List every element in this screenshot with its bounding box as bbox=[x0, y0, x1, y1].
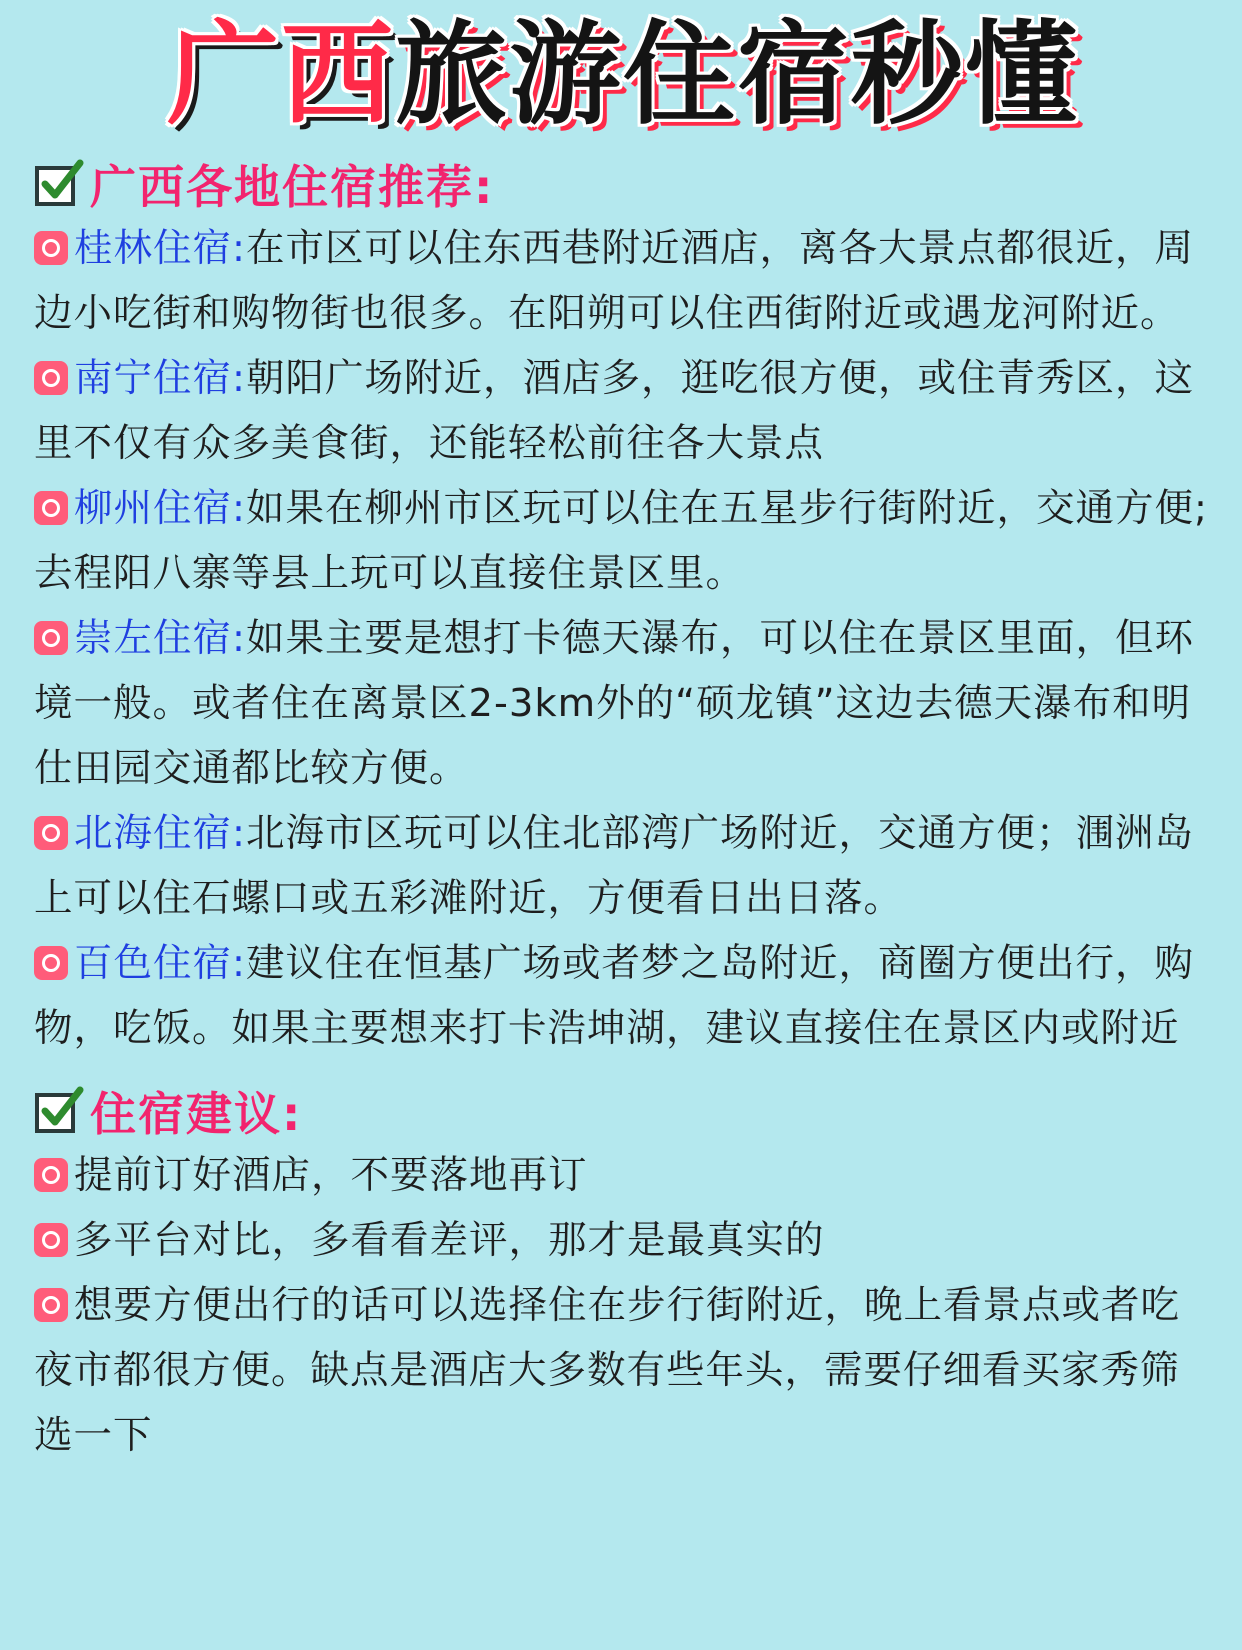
pink-circle-bullet-icon bbox=[34, 361, 68, 395]
pink-circle-bullet-icon bbox=[34, 946, 68, 980]
page-title bbox=[34, 0, 1212, 148]
city-label: 南宁住宿: bbox=[74, 356, 246, 401]
list-item bbox=[34, 216, 1212, 346]
item-text: 朝阳广场附近，酒店多，逛吃很方便，或住青秀区，这里不仅有众多美食街，还能轻松前往各大景点 bbox=[34, 356, 1194, 466]
item-text: 提前订好酒店，不要落地再订 bbox=[74, 1153, 588, 1198]
list-item bbox=[34, 1208, 1212, 1273]
section-heading-tips bbox=[34, 1079, 1212, 1143]
city-label: 北海住宿: bbox=[74, 811, 246, 856]
list-item bbox=[34, 931, 1212, 1061]
pink-circle-bullet-icon bbox=[34, 1288, 68, 1322]
item-text: 建议住在恒基广场或者梦之岛附近，商圈方便出行，购物，吃饭。如果主要想来打卡浩坤湖，建议直接住在景区内或附近 bbox=[34, 941, 1194, 1051]
pink-circle-bullet-icon bbox=[34, 1158, 68, 1192]
list-item bbox=[34, 1143, 1212, 1208]
list-item bbox=[34, 476, 1212, 606]
item-text: 多平台对比，多看看差评，那才是最真实的 bbox=[74, 1218, 825, 1263]
item-text: 如果主要是想打卡德天瀑布，可以住在景区里面，但环境一般。或者住在离景区2-3km外的“硕龙镇”这边去德天瀑布和明仕田园交通都比较方便。 bbox=[34, 616, 1194, 791]
item-text: 北海市区玩可以住北部湾广场附近，交通方便；涠洲岛上可以住石螺口或五彩滩附近，方便看日出日落。 bbox=[34, 811, 1194, 921]
city-label: 百色住宿: bbox=[74, 941, 246, 986]
pink-circle-bullet-icon bbox=[34, 491, 68, 525]
pink-circle-bullet-icon bbox=[34, 621, 68, 655]
item-text: 如果在柳州市区玩可以住在五星步行街附近，交通方便;去程阳八寨等县上玩可以直接住景区里。 bbox=[34, 486, 1208, 596]
checkbox-check-icon bbox=[34, 1086, 84, 1136]
section-heading-recommendations bbox=[34, 152, 1212, 216]
checkbox-check-icon bbox=[34, 159, 84, 209]
list-item bbox=[34, 346, 1212, 476]
list-item bbox=[34, 606, 1212, 801]
city-label: 柳州住宿: bbox=[74, 486, 246, 531]
pink-circle-bullet-icon bbox=[34, 816, 68, 850]
title-red-part: 广西 bbox=[167, 10, 395, 140]
section-title: 住宿建议: bbox=[90, 1087, 303, 1141]
item-text: 想要方便出行的话可以选择住在步行街附近，晚上看景点或者吃夜市都很方便。缺点是酒店大多数有些年头，需要仔细看买家秀筛选一下 bbox=[34, 1283, 1181, 1458]
item-text: 在市区可以住东西巷附近酒店，离各大景点都很近，周边小吃街和购物街也很多。在阳朔可以住西街附近或遇龙河附近。 bbox=[34, 226, 1194, 336]
list-item bbox=[34, 1273, 1212, 1468]
pink-circle-bullet-icon bbox=[34, 231, 68, 265]
list-item bbox=[34, 801, 1212, 931]
city-label: 桂林住宿: bbox=[74, 226, 246, 271]
title-black-part: 旅游住宿秒懂 bbox=[395, 10, 1079, 140]
city-label: 崇左住宿: bbox=[74, 616, 246, 661]
pink-circle-bullet-icon bbox=[34, 1223, 68, 1257]
section-title: 广西各地住宿推荐: bbox=[90, 160, 495, 214]
